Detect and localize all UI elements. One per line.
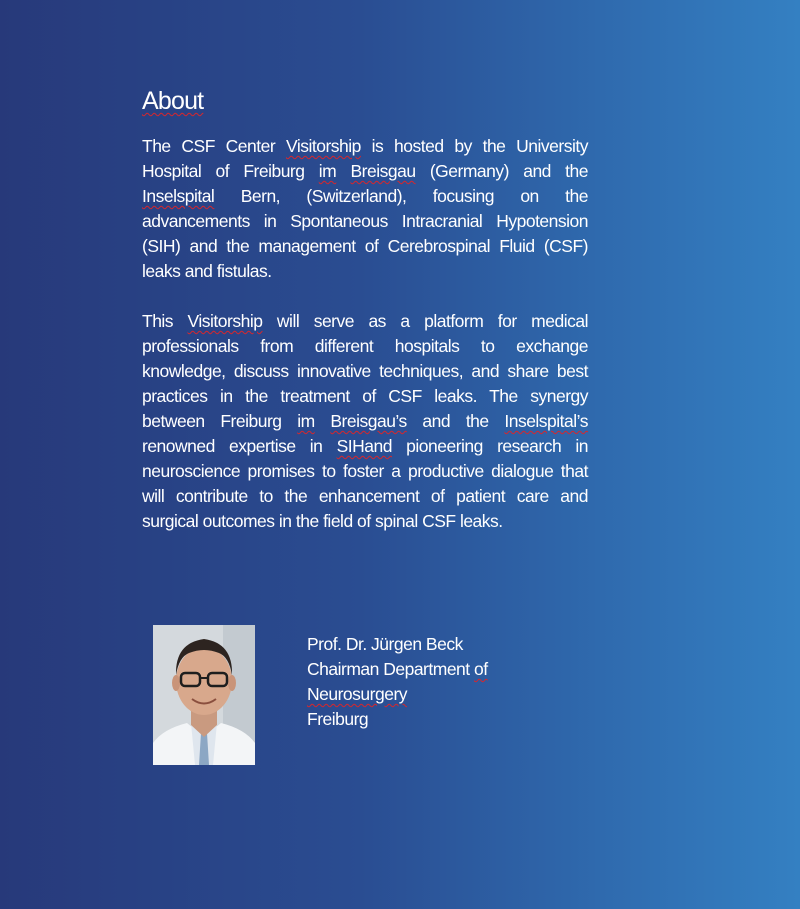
spellcheck-word: Inselspital bbox=[142, 186, 215, 206]
spellcheck-word: im bbox=[318, 161, 337, 181]
text-run: The CSF Center bbox=[142, 136, 286, 156]
text-run: (Germany) and the bbox=[415, 161, 588, 181]
spellcheck-word: im bbox=[297, 411, 315, 431]
signature-department: Neurosurgery bbox=[307, 684, 408, 704]
about-paragraph-2 bbox=[142, 309, 588, 534]
text-run bbox=[336, 161, 350, 181]
signature-city: Freiburg bbox=[307, 709, 369, 729]
text-run: Bern, (Switzerland), focusing on the advancements in Spontaneous Intracranial Hypotension (SIH) and the management of Cerebrospinal Fluid (CSF) leaks and fistulas. bbox=[142, 186, 588, 281]
about-paragraph-1 bbox=[142, 134, 588, 284]
signature-role bbox=[307, 657, 488, 682]
spellcheck-word: Breisgau’s bbox=[330, 411, 407, 431]
spellcheck-word: Visitorship bbox=[187, 311, 263, 331]
text-run: pioneering research in neuroscience promises to foster a productive dialogue that will contribute to the enhancement of patient care and surgical outcomes in the field of spinal CSF leaks. bbox=[142, 436, 589, 531]
signature-block bbox=[307, 632, 488, 732]
signature-role-of: of bbox=[474, 659, 488, 679]
portrait-icon bbox=[153, 625, 255, 765]
portrait-photo bbox=[153, 625, 255, 765]
text-run: This bbox=[142, 311, 188, 331]
spellcheck-word: Inselspital’s bbox=[504, 411, 588, 431]
about-title: About bbox=[142, 87, 204, 115]
text-run: and the bbox=[406, 411, 505, 431]
signature-role-text: Chairman Department bbox=[307, 659, 475, 679]
text-run bbox=[315, 411, 331, 431]
text-run: will serve as a platform for medical professionals from different hospitals to exchange knowledge, discuss innovative techniques, and share best practices in the treatment of CSF leaks. The synergy between Freiburg bbox=[142, 311, 588, 431]
spellcheck-word: SIHand bbox=[336, 436, 392, 456]
text-run: renowned expertise in bbox=[142, 436, 337, 456]
about-section bbox=[142, 86, 588, 559]
signature-name: Prof. Dr. Jürgen Beck bbox=[307, 634, 463, 654]
spellcheck-word: Breisgau bbox=[350, 161, 416, 181]
text-run: is hosted by the University Hospital of Freiburg bbox=[142, 136, 588, 181]
spellcheck-word: Visitorship bbox=[285, 136, 361, 156]
